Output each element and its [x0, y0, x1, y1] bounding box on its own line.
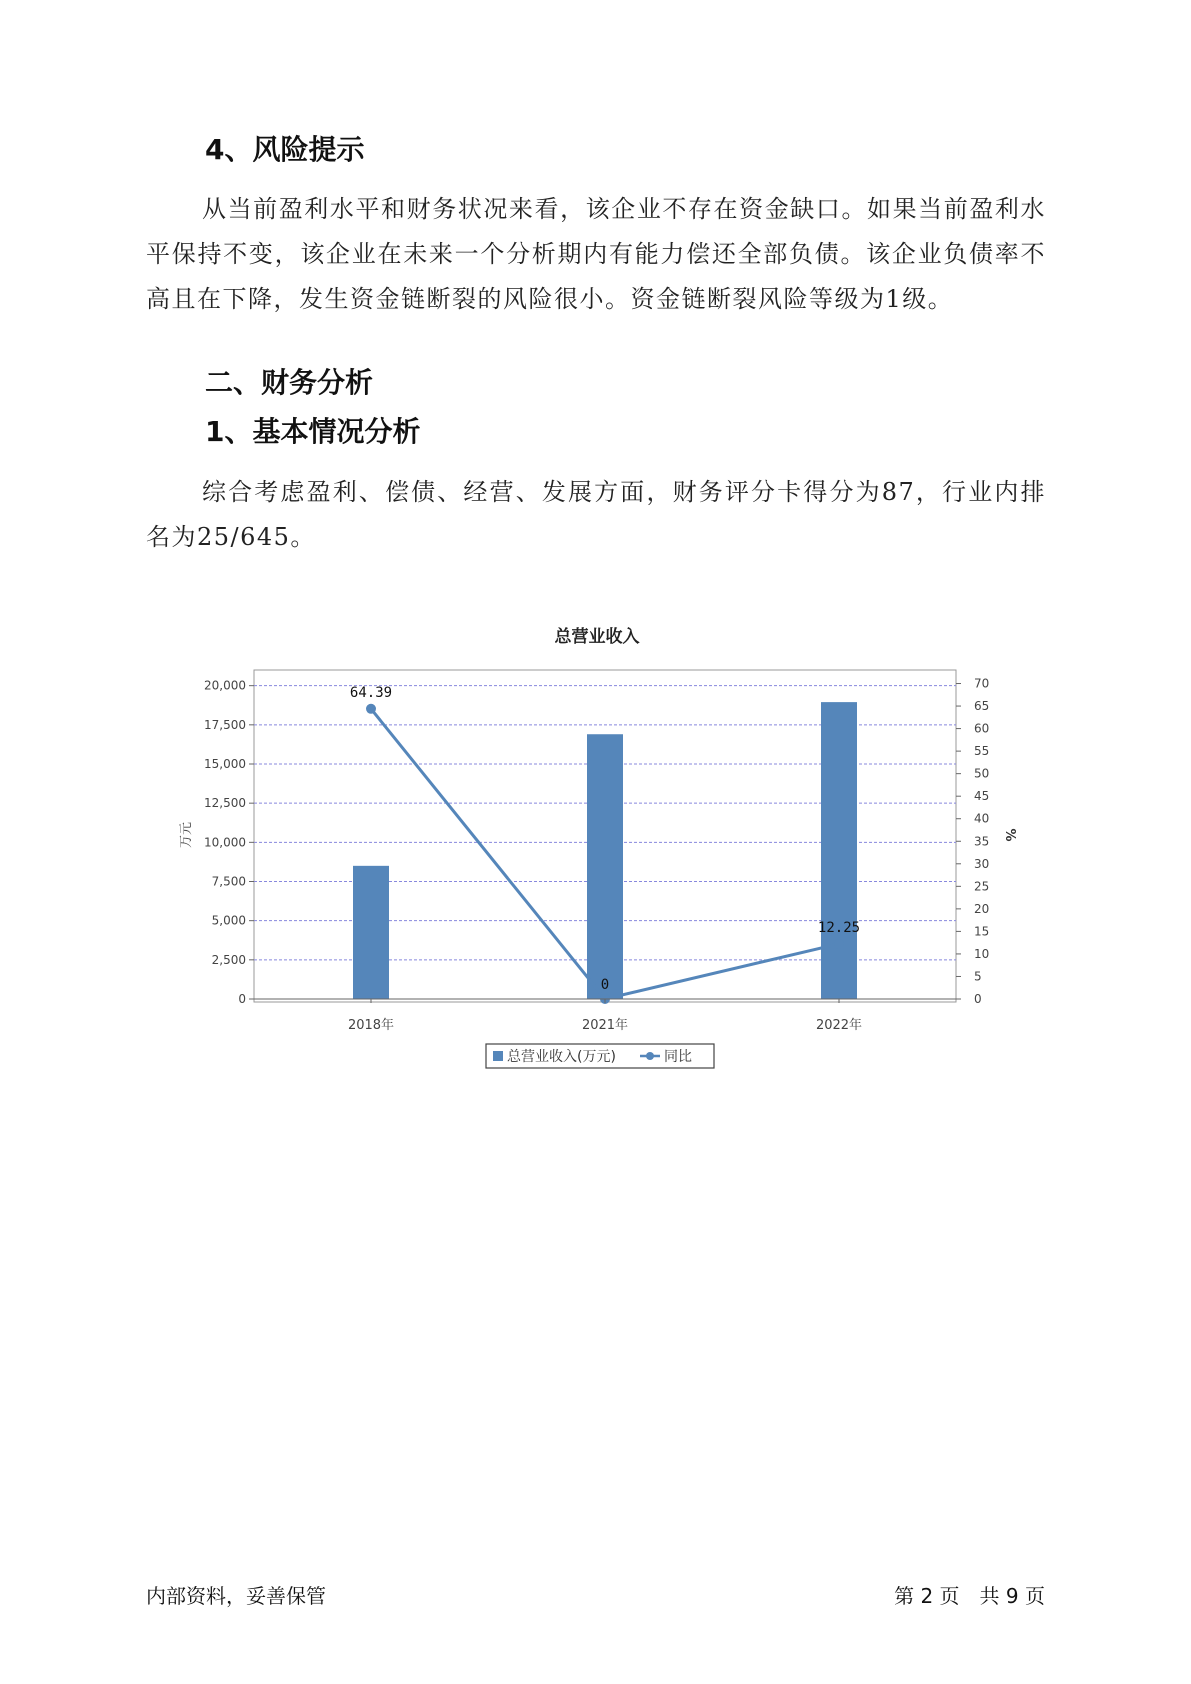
- risk-paragraph: 从当前盈利水平和财务状况来看，该企业不存在资金缺口。如果当前盈利水平保持不变，该企业在未来一个分析期内有能力偿还全部负债。该企业负债率不高且在下降，发生资金链断裂的风险很小。资金链断裂风险等级为1级。: [146, 195, 1046, 313]
- right-tick-label: 0: [974, 992, 982, 1006]
- right-tick-label: 35: [974, 834, 990, 849]
- left-tick-label: 17,500: [204, 717, 246, 732]
- legend-line-label: 同比: [664, 1049, 692, 1065]
- right-tick-label: 15: [974, 924, 990, 939]
- section-heading-risk: 4、风险提示: [205, 133, 365, 166]
- right-tick-label: 25: [974, 879, 990, 894]
- x-axis: [254, 999, 956, 1033]
- legend-bar-swatch: [493, 1051, 503, 1061]
- legend-line-marker: [646, 1052, 654, 1060]
- right-tick-label: 40: [974, 811, 990, 826]
- left-axis-label: 万元: [179, 821, 194, 849]
- section-heading-financial-analysis: 二、财务分析: [205, 366, 374, 399]
- left-tick-label: 2,500: [211, 952, 246, 967]
- x-tick-label: 2022年: [815, 1018, 863, 1033]
- right-tick-label: 45: [974, 789, 990, 804]
- footer-confidential: 内部资料，妥善保管: [146, 1584, 326, 1608]
- left-axis: [204, 679, 254, 1006]
- left-tick-label: 15,000: [204, 757, 246, 771]
- left-tick-label: 7,500: [211, 874, 246, 889]
- bar: [587, 734, 623, 999]
- section-heading-basic-analysis: 1、基本情况分析: [205, 415, 421, 448]
- right-tick-label: 5: [974, 969, 982, 984]
- left-tick-label: 12,500: [204, 796, 246, 811]
- yoy-point: [834, 939, 844, 949]
- x-tick-label: 2018年: [347, 1018, 395, 1033]
- right-tick-label: 20: [974, 901, 990, 916]
- x-tick-label: 2021年: [581, 1018, 629, 1033]
- legend-bar-label: 总营业收入(万元): [507, 1049, 616, 1065]
- footer-page-number: 第 2 页 共 9 页: [894, 1584, 1045, 1608]
- yoy-point: [366, 704, 376, 714]
- right-axis-label: %: [1002, 828, 1017, 842]
- right-tick-label: 60: [974, 721, 990, 736]
- left-tick-label: 20,000: [204, 678, 246, 693]
- right-tick-label: 70: [974, 676, 990, 691]
- left-tick-label: 5,000: [211, 913, 246, 928]
- chart-title: 总营业收入: [554, 627, 640, 647]
- left-tick-label: 10,000: [204, 835, 246, 850]
- basic-analysis-paragraph: 综合考虑盈利、偿债、经营、发展方面，财务评分卡得分为87，行业内排名为25/645。: [146, 478, 1046, 551]
- right-tick-label: 30: [974, 856, 990, 871]
- yoy-data-label: 12.25: [817, 919, 861, 936]
- bar: [821, 702, 857, 999]
- yoy-data-label: 64.39: [349, 684, 393, 701]
- revenue-chart: [160, 612, 1017, 1082]
- chart-legend: [486, 1044, 714, 1068]
- right-tick-label: 65: [974, 699, 990, 714]
- right-axis: [956, 677, 989, 1006]
- yoy-data-label: 0: [600, 977, 610, 993]
- right-tick-label: 10: [974, 946, 990, 961]
- right-tick-label: 55: [974, 744, 990, 759]
- right-tick-label: 50: [974, 766, 990, 781]
- left-tick-label: 0: [238, 992, 246, 1006]
- bar: [353, 866, 389, 999]
